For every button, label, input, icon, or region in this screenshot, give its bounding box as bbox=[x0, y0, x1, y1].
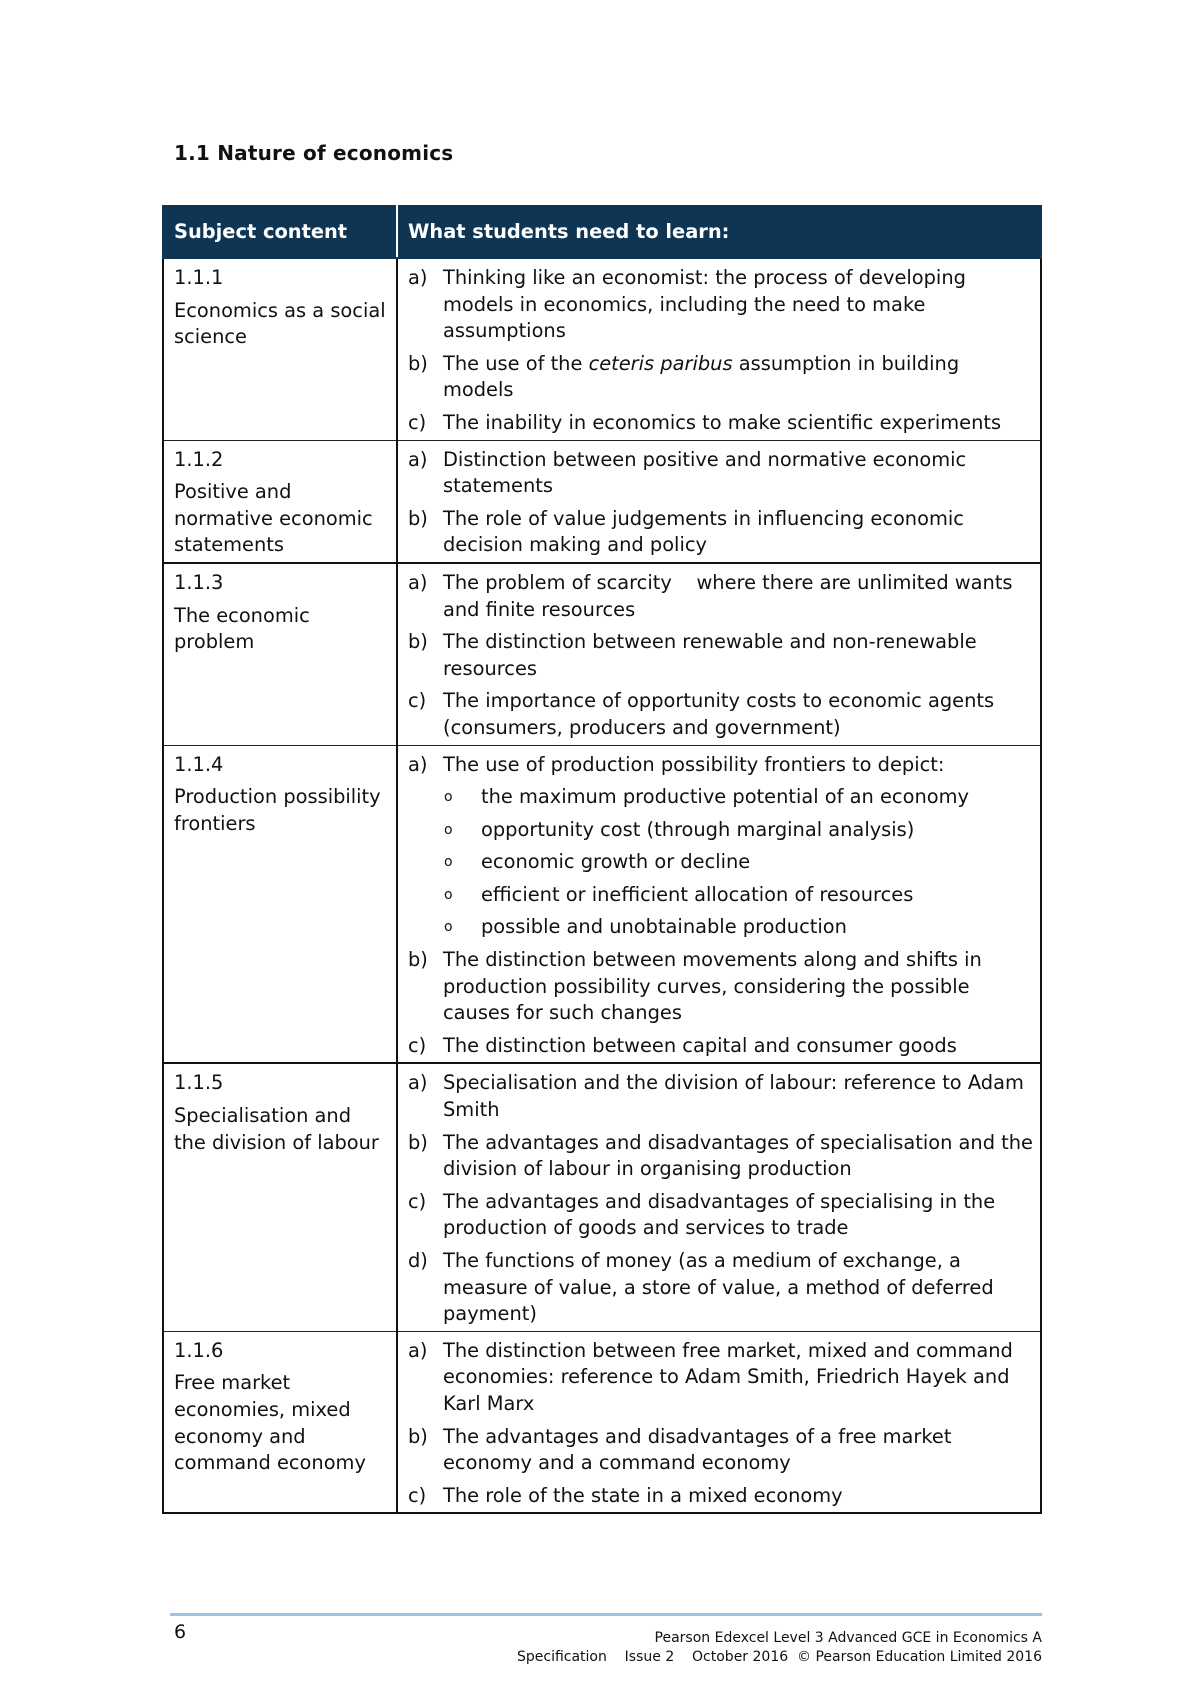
bullet-icon: o bbox=[444, 919, 453, 936]
list-item bbox=[408, 351, 1034, 404]
item-label: b) bbox=[408, 351, 428, 375]
sub-item-text: efficient or inefficient allocation of resources bbox=[481, 882, 914, 906]
item-label: b) bbox=[408, 630, 428, 654]
topic-code: 1.1.1 bbox=[174, 266, 224, 289]
item-text: Thinking like an economist: the process of developing models in economics, including the need to make assumptions bbox=[443, 266, 966, 343]
item-label: b) bbox=[408, 1424, 428, 1448]
item-text: The distinction between capital and consumer goods bbox=[443, 1033, 957, 1057]
sub-list-item bbox=[443, 882, 1034, 909]
list-item bbox=[408, 1248, 1034, 1328]
item-label: b) bbox=[408, 1130, 428, 1154]
item-text: The advantages and disadvantages of specialisation and the division of labour in organising production bbox=[443, 1130, 1033, 1181]
item-text: The distinction between free market, mixed and command economies: reference to Adam Smith, Friedrich Hayek and Karl Marx bbox=[443, 1338, 1013, 1415]
item-text: The distinction between renewable and non-renewable resources bbox=[443, 630, 977, 680]
spec-table bbox=[162, 205, 1042, 1514]
item-text: The problem of scarcity where there are unlimited wants and finite resources bbox=[443, 570, 1019, 621]
item-text-emphasis: ceteris paribus bbox=[588, 351, 733, 375]
sub-item-text: opportunity cost (through marginal analysis) bbox=[481, 817, 915, 841]
list-item bbox=[408, 1483, 1034, 1510]
table-row-1-1-2 bbox=[163, 440, 1041, 563]
learning-cell bbox=[397, 745, 1041, 1063]
list-item bbox=[408, 265, 1034, 345]
sub-list-item bbox=[443, 817, 1034, 844]
footer-qualification-title: Pearson Edexcel Level 3 Advanced GCE in Economics A bbox=[654, 1630, 1042, 1646]
table-row-1-1-5 bbox=[163, 1063, 1041, 1331]
list-item bbox=[408, 947, 1034, 1027]
learning-cell bbox=[397, 563, 1041, 745]
topic-code: 1.1.2 bbox=[174, 447, 224, 471]
bullet-icon: o bbox=[444, 821, 453, 838]
topic-title: Specialisation and the division of labour bbox=[174, 1104, 379, 1154]
item-text: The importance of opportunity costs to economic agents (consumers, producers and government) bbox=[443, 689, 995, 739]
item-text: The distinction between movements along and shifts in production possibility curves, considering the possible causes for such changes bbox=[443, 948, 982, 1025]
learning-list bbox=[408, 1070, 1034, 1327]
list-item bbox=[408, 688, 1034, 741]
item-label: a) bbox=[408, 266, 428, 289]
learning-list bbox=[408, 1338, 1034, 1510]
item-text-pre: The use of the bbox=[443, 351, 589, 375]
item-label: c) bbox=[408, 1189, 427, 1213]
page-number: 6 bbox=[174, 1621, 187, 1643]
learning-cell bbox=[397, 1063, 1041, 1331]
list-item bbox=[408, 1189, 1034, 1242]
learning-list bbox=[408, 570, 1034, 742]
item-text: The advantages and disadvantages of a free market economy and a command economy bbox=[443, 1424, 952, 1475]
list-item bbox=[408, 752, 1034, 942]
section-title: 1.1 Nature of economics bbox=[174, 141, 454, 165]
item-text: The inability in economics to make scientific experiments bbox=[443, 410, 1002, 434]
footer-divider bbox=[170, 1613, 1042, 1616]
table-header-row bbox=[163, 206, 1041, 258]
item-label: c) bbox=[408, 410, 427, 434]
item-text: The role of value judgements in influencing economic decision making and policy bbox=[443, 506, 964, 557]
item-text: Distinction between positive and normative economic statements bbox=[443, 447, 967, 498]
list-item bbox=[408, 506, 1034, 559]
bullet-icon: o bbox=[444, 789, 453, 806]
list-item bbox=[408, 1130, 1034, 1183]
topic-title: Positive and normative economic statements bbox=[174, 480, 373, 557]
header-what-students-need: What students need to learn: bbox=[397, 206, 1041, 258]
item-label: c) bbox=[408, 1483, 427, 1507]
learning-cell bbox=[397, 1331, 1041, 1513]
sub-item-text: economic growth or decline bbox=[481, 850, 751, 874]
item-label: a) bbox=[408, 1338, 428, 1362]
subject-cell bbox=[163, 1063, 397, 1331]
sub-list-item bbox=[443, 849, 1034, 876]
item-text: The role of the state in a mixed economy bbox=[443, 1483, 843, 1507]
sub-list-item bbox=[443, 784, 1034, 811]
item-label: d) bbox=[408, 1249, 428, 1272]
learning-cell bbox=[397, 440, 1041, 563]
learning-cell bbox=[397, 258, 1041, 440]
topic-title: Economics as a social science bbox=[174, 298, 386, 349]
item-text bbox=[443, 351, 1034, 404]
item-label: a) bbox=[408, 447, 428, 471]
item-text: The advantages and disadvantages of specialising in the production of goods and services to trade bbox=[443, 1189, 996, 1240]
table-body bbox=[163, 258, 1041, 1513]
table-row-1-1-1 bbox=[163, 258, 1041, 440]
header-subject-content: Subject content bbox=[163, 206, 397, 258]
item-body bbox=[443, 752, 1034, 942]
topic-code: 1.1.5 bbox=[174, 1071, 224, 1095]
list-item bbox=[408, 1338, 1034, 1418]
item-label: b) bbox=[408, 948, 428, 972]
topic-code: 1.1.4 bbox=[174, 752, 224, 776]
item-label: c) bbox=[408, 1033, 427, 1057]
list-item bbox=[408, 570, 1034, 623]
learning-list bbox=[408, 447, 1034, 559]
bullet-icon: o bbox=[444, 886, 453, 903]
table-row-1-1-6 bbox=[163, 1331, 1041, 1513]
topic-title: The economic problem bbox=[174, 603, 310, 654]
topic-title: Production possibility frontiers bbox=[174, 785, 381, 835]
item-label: a) bbox=[408, 1071, 428, 1095]
subject-cell bbox=[163, 745, 397, 1063]
learning-list bbox=[408, 265, 1034, 437]
subject-cell bbox=[163, 563, 397, 745]
subject-cell bbox=[163, 1331, 397, 1513]
sub-list bbox=[443, 784, 1034, 941]
topic-title: Free market economies, mixed economy and command economy bbox=[174, 1371, 366, 1475]
list-item bbox=[408, 1070, 1034, 1123]
table-row-1-1-3 bbox=[163, 563, 1041, 745]
item-text: Specialisation and the division of labour: reference to Adam Smith bbox=[443, 1071, 1024, 1122]
subject-cell bbox=[163, 440, 397, 563]
item-label: b) bbox=[408, 506, 428, 530]
item-text-post: assumption in building models bbox=[443, 351, 960, 402]
item-label: a) bbox=[408, 752, 428, 776]
bullet-icon: o bbox=[444, 854, 453, 871]
list-item bbox=[408, 629, 1034, 682]
topic-code: 1.1.6 bbox=[174, 1338, 224, 1362]
subject-cell bbox=[163, 258, 397, 440]
list-item bbox=[408, 447, 1034, 500]
footer-issue-info: Specification Issue 2 October 2016 © Pearson Education Limited 2016 bbox=[516, 1649, 1042, 1665]
sub-item-text: the maximum productive potential of an economy bbox=[481, 785, 969, 809]
list-item bbox=[408, 1033, 1034, 1060]
item-label: a) bbox=[408, 570, 428, 594]
list-item bbox=[408, 1424, 1034, 1477]
item-label: c) bbox=[408, 689, 427, 713]
learning-list bbox=[408, 752, 1034, 1060]
item-text: The use of production possibility frontiers to depict: bbox=[443, 752, 945, 776]
sub-list-item bbox=[443, 914, 1034, 941]
topic-code: 1.1.3 bbox=[174, 570, 224, 594]
sub-item-text: possible and unobtainable production bbox=[481, 915, 847, 939]
item-text: The functions of money (as a medium of exchange, a measure of value, a store of value, a method of deferred payment) bbox=[443, 1249, 994, 1326]
table-row-1-1-4 bbox=[163, 745, 1041, 1063]
list-item bbox=[408, 410, 1034, 437]
